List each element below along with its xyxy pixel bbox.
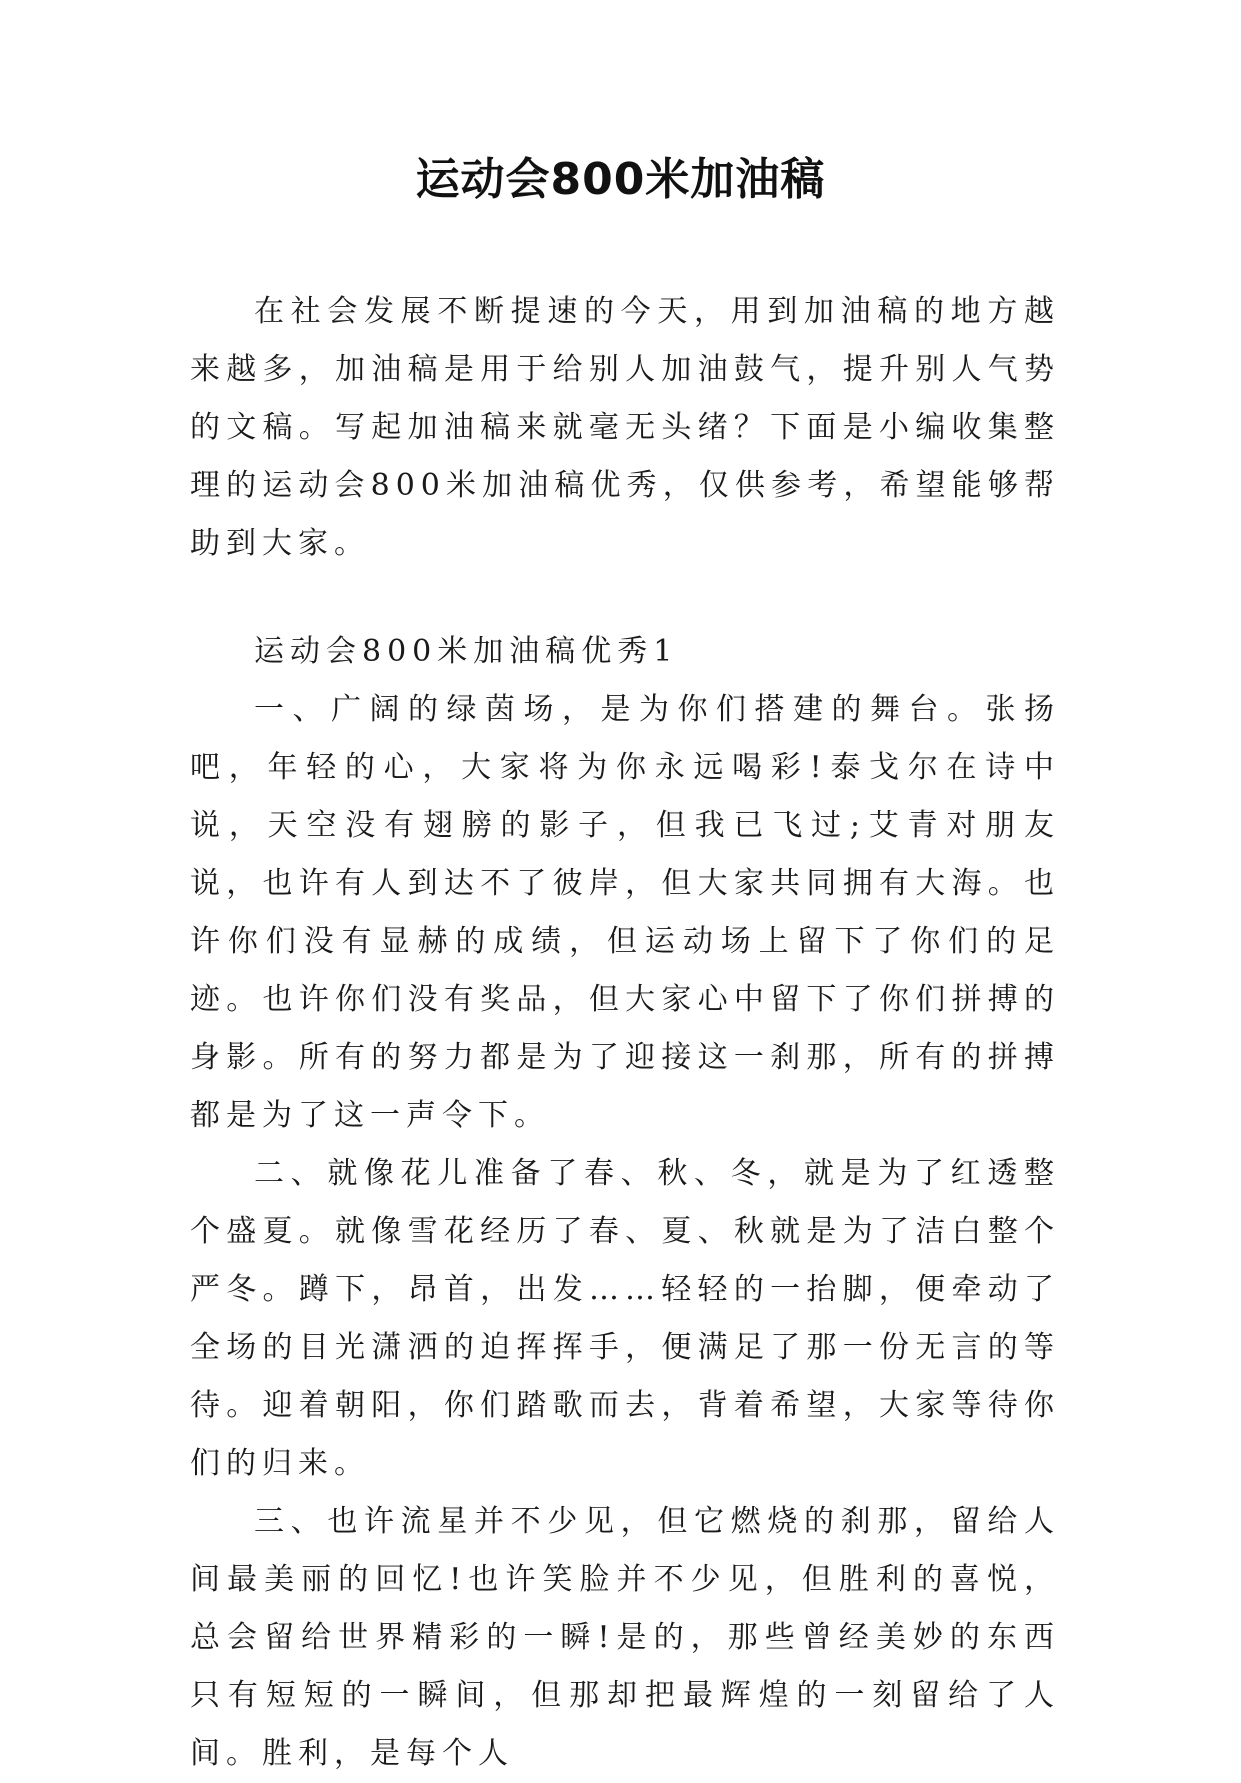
body-paragraph-3: 三、也许流星并不少见，但它燃烧的刹那，留给人间最美丽的回忆!也许笑脸并不少见，但胜利的喜悦，总会留给世界精彩的一瞬!是的，那些曾经美妙的东西只有短短的一瞬间，但那却把最辉煌的一刻留给了人间。胜利，是每个人 [190, 1504, 1060, 1771]
body-paragraph-1: 一、广阔的绿茵场，是为你们搭建的舞台。张扬吧，年轻的心，大家将为你永远喝彩!泰戈尔在诗中说，天空没有翅膀的影子，但我已飞过;艾青对朋友说，也许有人到达不了彼岸，但大家共同拥有大海。也许你们没有显赫的成绩，但运动场上留下了你们的足迹。也许你们没有奖品，但大家心中留下了你们拼搏的身影。所有的努力都是为了迎接这一刹那，所有的拼搏都是为了这一声令下。 [190, 692, 1060, 1133]
intro-paragraph: 在社会发展不断提速的今天，用到加油稿的地方越来越多，加油稿是用于给别人加油鼓气，提升别人气势的文稿。写起加油稿来就毫无头绪？下面是小编收集整理的运动会800米加油稿优秀，仅供参考，希望能够帮助到大家。 [190, 294, 1060, 561]
section-heading: 运动会800米加油稿优秀1 [254, 634, 679, 669]
document-title: 运动会800米加油稿 [415, 154, 826, 205]
document-body [190, 283, 1060, 1783]
body-paragraph-2: 二、就像花儿准备了春、秋、冬，就是为了红透整个盛夏。就像雪花经历了春、夏、秋就是为了洁白整个严冬。蹲下，昂首，出发……轻轻的一抬脚，便牵动了全场的目光潇洒的迫挥挥手，便满足了那一份无言的等待。迎着朝阳，你们踏歌而去，背着希望，大家等待你们的归来。 [190, 1156, 1060, 1481]
